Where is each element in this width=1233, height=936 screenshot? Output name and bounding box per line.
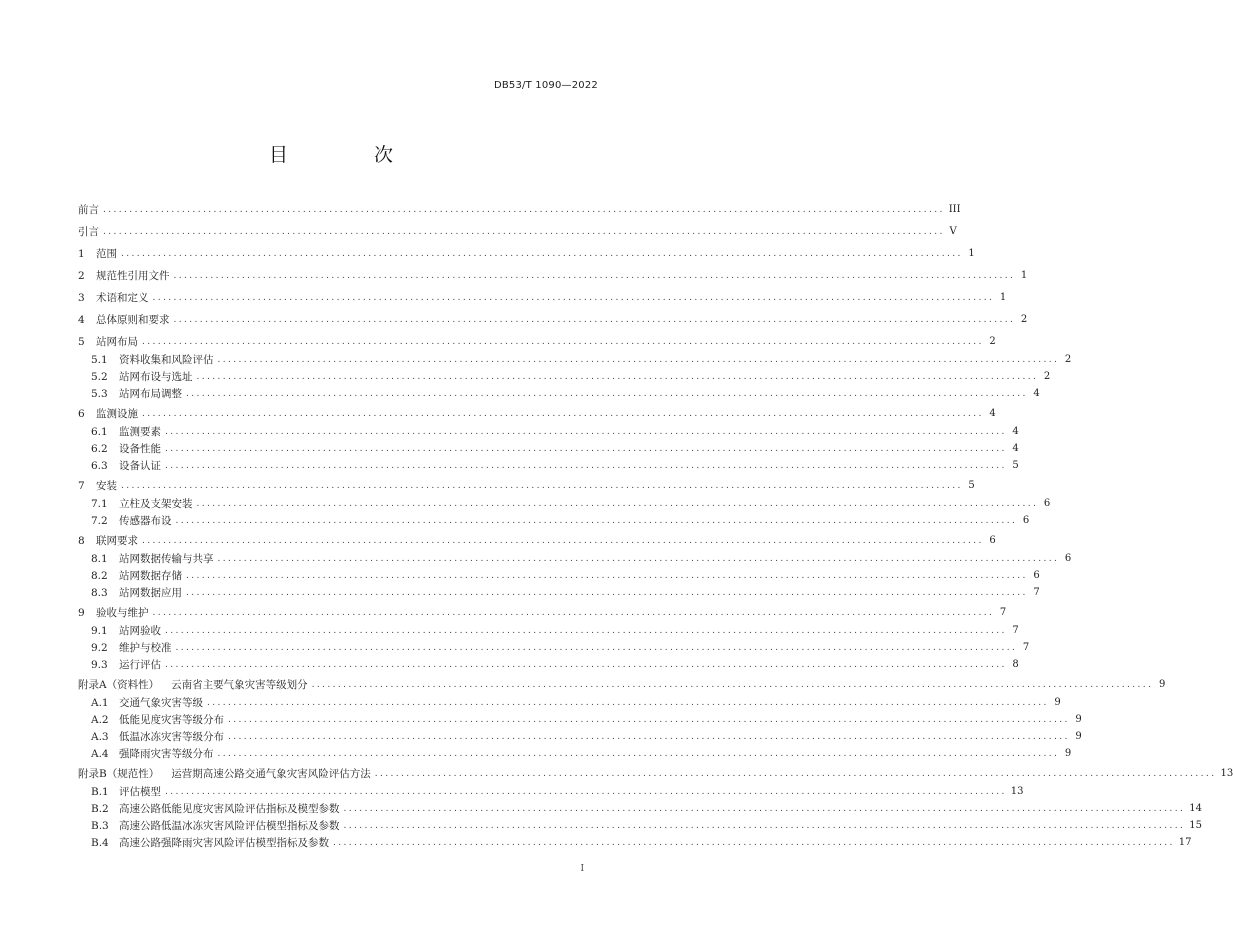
toc-entry-number: 3 (78, 292, 85, 304)
toc-entry-label: 高速公路低能见度灾害风险评估指标及模型参数 (119, 803, 340, 815)
toc-entry[interactable] (78, 312, 1028, 328)
toc-dot-leader: ................................................................................................................................................................ (186, 571, 1028, 581)
toc-entry[interactable] (91, 801, 1202, 817)
toc-entry-page: 2 (1020, 314, 1028, 325)
toc-dot-leader: ................................................................................................................................................................ (311, 680, 1154, 690)
toc-entry-label: 总体原则和要求 (96, 314, 170, 326)
toc-entry[interactable] (91, 458, 1019, 474)
toc-dot-leader: ................................................................................................................................................................ (165, 444, 1007, 454)
toc-entry-number: A.4 (91, 748, 109, 760)
toc-entry-page: 4 (1033, 388, 1040, 399)
toc-dot-leader: ................................................................................................................................................................ (103, 205, 945, 215)
toc-entry-label: 设备认证 (119, 460, 161, 472)
toc-entry-label: 规范性引用文件 (96, 270, 170, 282)
toc-dot-leader: ................................................................................................................................................................ (217, 749, 1060, 759)
toc-entry[interactable] (78, 224, 957, 240)
toc-dot-leader: ................................................................................................................................................................ (374, 769, 1217, 779)
toc-entry[interactable] (78, 334, 996, 350)
toc-entry-page: 13 (1220, 768, 1233, 779)
toc-entry-label: 交通气象灾害等级 (119, 697, 203, 709)
toc-entry-number: 8.2 (91, 570, 108, 582)
toc-dot-leader: ................................................................................................................................................................ (343, 804, 1186, 814)
toc-entry-number: 5 (78, 336, 85, 348)
toc-entry-number: B.3 (91, 820, 109, 832)
toc-entry-label: 运行评估 (119, 659, 161, 671)
toc-entry[interactable] (91, 568, 1040, 584)
toc-entry[interactable] (91, 835, 1192, 851)
toc-entry-label: 前言 (78, 204, 99, 216)
toc-entry-page: 6 (1064, 553, 1072, 564)
toc-entry[interactable] (91, 424, 1019, 440)
toc-entry-label: 低能见度灾害等级分布 (119, 714, 224, 726)
toc-entry[interactable] (91, 441, 1019, 457)
toc-entry-label: 立柱及支架安装 (119, 498, 193, 510)
toc-entry[interactable] (78, 478, 975, 494)
toc-dot-leader: ................................................................................................................................................................ (186, 389, 1028, 399)
toc-entry-page: 2 (1064, 354, 1072, 365)
toc-dot-leader: ................................................................................................................................................................ (196, 499, 1039, 509)
toc-entry[interactable] (78, 605, 1007, 621)
toc-entry-number: 6.3 (91, 460, 108, 472)
toc-entry[interactable] (78, 677, 1166, 693)
toc-entry-label: 站网数据传输与共享 (119, 553, 214, 565)
toc-entry-number: 6 (78, 408, 85, 420)
toc-dot-leader: ................................................................................................................................................................ (228, 715, 1070, 725)
toc-entry[interactable] (91, 657, 1019, 673)
toc-entry-label: 传感器布设 (119, 515, 172, 527)
toc-entry-label: 监测设施 (96, 408, 138, 420)
toc-entry-page: 7 (999, 607, 1007, 618)
toc-entry-page: 4 (1012, 426, 1019, 437)
toc-entry-label: 范围 (96, 248, 117, 260)
toc-entry[interactable] (78, 766, 1233, 782)
toc-entry-number: A.1 (91, 697, 109, 709)
toc-dot-leader: ................................................................................................................................................................ (142, 536, 984, 546)
toc-entry-label: 联网要求 (96, 535, 138, 547)
toc-entry-label: 站网数据存储 (119, 570, 182, 582)
toc-entry-page: 5 (1012, 460, 1019, 471)
page-title: 目 次 (268, 144, 434, 166)
toc-entry-number: 5.3 (91, 388, 108, 400)
toc-dot-leader: ................................................................................................................................................................ (165, 626, 1007, 636)
toc-dot-leader: ................................................................................................................................................................ (165, 461, 1007, 471)
toc-entry-page: 7 (1022, 642, 1030, 653)
toc-entry-number: 7 (78, 480, 85, 492)
toc-dot-leader: ................................................................................................................................................................ (217, 554, 1060, 564)
toc-dot-leader: ................................................................................................................................................................ (217, 355, 1060, 365)
toc-entry[interactable] (91, 746, 1072, 762)
toc-entry-number: 附录B（规范性） (78, 768, 160, 780)
toc-entry-label: 低温冰冻灾害等级分布 (119, 731, 224, 743)
toc-entry-page: 9 (1075, 714, 1082, 725)
toc-dot-leader: ................................................................................................................................................................ (142, 337, 984, 347)
toc-entry-number: 9.1 (91, 625, 108, 637)
toc-entry-number: 7.2 (91, 515, 108, 527)
toc-entry-number: B.1 (91, 786, 109, 798)
toc-dot-leader: ................................................................................................................................................................ (165, 427, 1007, 437)
toc-entry-number: B.4 (91, 837, 109, 849)
toc-entry-page: 13 (1010, 786, 1024, 797)
toc-dot-leader: ................................................................................................................................................................ (121, 481, 963, 491)
toc-entry-number: B.2 (91, 803, 109, 815)
footer-page-number: I (580, 864, 584, 874)
toc-entry[interactable] (91, 640, 1030, 656)
toc-entry-number: 9 (78, 607, 85, 619)
toc-entry-page: 9 (1158, 679, 1166, 690)
toc-entry[interactable] (78, 268, 1028, 284)
toc-entry-page: 2 (1043, 371, 1051, 382)
toc-dot-leader: ................................................................................................................................................................ (186, 588, 1028, 598)
toc-entry[interactable] (91, 386, 1040, 402)
toc-entry[interactable] (91, 729, 1082, 745)
document-code: DB53/T 1090—2022 (493, 80, 598, 91)
toc-entry-page: 1 (1020, 270, 1028, 281)
toc-entry-page: 4 (989, 408, 996, 419)
toc-entry-page: 9 (1064, 748, 1072, 759)
toc-entry-page: 7 (1033, 587, 1040, 598)
toc-entry-number: 4 (78, 314, 85, 326)
toc-entry[interactable] (91, 352, 1072, 368)
toc-entry-label: 维护与校准 (119, 642, 172, 654)
toc-entry[interactable] (91, 712, 1082, 728)
toc-entry-number: 附录A（资料性） (78, 679, 160, 691)
toc-dot-leader: ................................................................................................................................................................ (175, 643, 1018, 653)
toc-dot-leader: ................................................................................................................................................................ (333, 838, 1175, 848)
toc-entry-page: 9 (1075, 731, 1082, 742)
toc-entry[interactable] (91, 496, 1051, 512)
toc-entry-page: 4 (1012, 443, 1019, 454)
toc-entry-label: 站网布局调整 (119, 388, 182, 400)
toc-entry-label: 高速公路强降雨灾害风险评估模型指标及参数 (119, 837, 329, 849)
toc-entry[interactable] (91, 513, 1030, 529)
toc-dot-leader: ................................................................................................................................................................ (152, 293, 995, 303)
toc-dot-leader: ................................................................................................................................................................ (343, 821, 1186, 831)
toc-entry-page: 5 (968, 480, 975, 491)
toc-entry-number: 7.1 (91, 498, 108, 510)
toc-dot-leader: ................................................................................................................................................................ (152, 608, 995, 618)
toc-dot-leader: ................................................................................................................................................................ (103, 227, 945, 237)
toc-entry-label: 强降雨灾害等级分布 (119, 748, 214, 760)
toc-dot-leader: ................................................................................................................................................................ (165, 660, 1007, 670)
toc-entry-label: 评估模型 (119, 786, 161, 798)
toc-entry[interactable] (91, 784, 1024, 800)
toc-entry[interactable] (91, 551, 1072, 567)
toc-entry[interactable] (78, 406, 996, 422)
toc-entry-number: 6.2 (91, 443, 108, 455)
toc-entry-number: 1 (78, 248, 85, 260)
toc-entry-page: 7 (1012, 625, 1019, 636)
toc-entry-page: 1 (968, 248, 975, 259)
toc-entry-number: 5.2 (91, 371, 108, 383)
toc-entry[interactable] (78, 246, 975, 262)
toc-entry-number: A.2 (91, 714, 109, 726)
toc-entry[interactable] (91, 585, 1040, 601)
toc-entry-number: 8 (78, 535, 85, 547)
toc-dot-leader: ................................................................................................................................................................ (173, 315, 1016, 325)
toc-entry-number: 5.1 (91, 354, 108, 366)
toc-dot-leader: ................................................................................................................................................................ (207, 698, 1049, 708)
toc-entry-number: 9.2 (91, 642, 108, 654)
toc-entry[interactable] (91, 818, 1202, 834)
toc-entry-label: 站网验收 (119, 625, 161, 637)
toc-entry-page: 9 (1054, 697, 1061, 708)
toc-entry-number: 8.3 (91, 587, 108, 599)
toc-entry-page: 6 (1033, 570, 1040, 581)
toc-entry-label: 站网布局 (96, 336, 138, 348)
toc-entry-label: 引言 (78, 226, 99, 238)
toc-entry-page: 14 (1189, 803, 1202, 814)
toc-entry-page: 17 (1178, 837, 1192, 848)
toc-entry-page: 2 (989, 336, 996, 347)
toc-entry-page: 6 (1022, 515, 1030, 526)
toc-entry-number: 2 (78, 270, 85, 282)
toc-entry[interactable] (78, 533, 996, 549)
toc-dot-leader: ................................................................................................................................................................ (196, 372, 1039, 382)
toc-entry-number: 9.3 (91, 659, 108, 671)
toc-entry-label: 站网布设与选址 (119, 371, 193, 383)
toc-dot-leader: ................................................................................................................................................................ (175, 516, 1018, 526)
toc-entry-page: 6 (1043, 498, 1051, 509)
toc-entry-page: V (949, 226, 957, 237)
toc-entry-label: 资料收集和风险评估 (119, 354, 214, 366)
toc-entry[interactable] (78, 202, 961, 218)
toc-dot-leader: ................................................................................................................................................................ (165, 787, 1007, 797)
toc-entry-label: 设备性能 (119, 443, 161, 455)
toc-entry-page: III (948, 204, 961, 215)
toc-entry-label: 高速公路低温冰冻灾害风险评估模型指标及参数 (119, 820, 340, 832)
toc-entry-label: 站网数据应用 (119, 587, 182, 599)
toc-entry-number: 6.1 (91, 426, 108, 438)
toc-entry[interactable] (91, 369, 1051, 385)
toc-entry-label: 验收与维护 (96, 607, 149, 619)
toc-entry-page: 1 (999, 292, 1007, 303)
toc-entry-label: 术语和定义 (96, 292, 149, 304)
toc-entry[interactable] (91, 623, 1019, 639)
toc-entry-page: 15 (1189, 820, 1202, 831)
toc-entry-page: 8 (1012, 659, 1019, 670)
toc-dot-leader: ................................................................................................................................................................ (142, 409, 984, 419)
toc-entry-label: 云南省主要气象灾害等级划分 (171, 679, 308, 691)
toc-entry-label: 监测要素 (119, 426, 161, 438)
toc-entry-number: A.3 (91, 731, 109, 743)
toc-entry-label: 运营期高速公路交通气象灾害风险评估方法 (171, 768, 371, 780)
toc-dot-leader: ................................................................................................................................................................ (228, 732, 1070, 742)
toc-entry-label: 安装 (96, 480, 117, 492)
toc-entry-page: 6 (989, 535, 996, 546)
toc-entry-number: 8.1 (91, 553, 108, 565)
toc-dot-leader: ................................................................................................................................................................ (121, 249, 963, 259)
toc-entry[interactable] (91, 695, 1061, 711)
toc-entry[interactable] (78, 290, 1007, 306)
toc-dot-leader: ................................................................................................................................................................ (173, 271, 1016, 281)
